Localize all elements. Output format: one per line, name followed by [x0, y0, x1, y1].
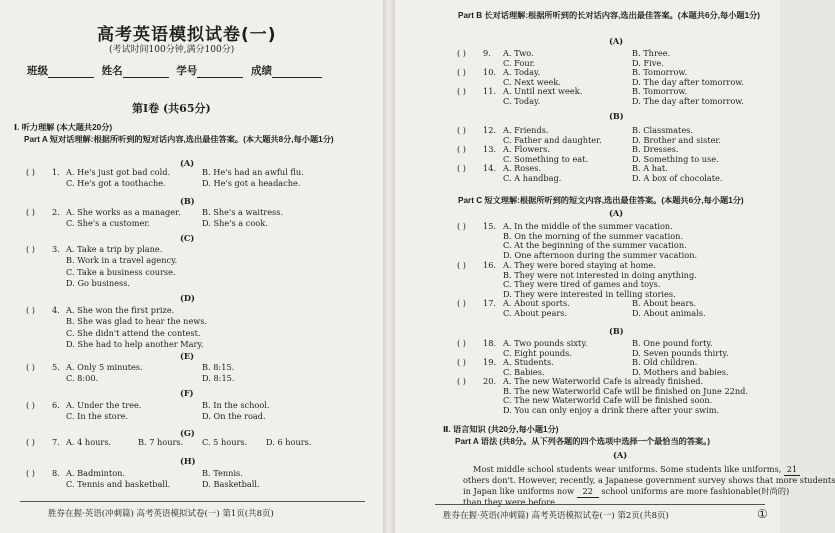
option-d[interactable]: D. He's got a headache.: [202, 178, 301, 189]
option-c[interactable]: C. A handbag.: [503, 172, 562, 183]
section-heading-listening: Ⅰ. 听力理解 (本大题共20分): [14, 123, 113, 132]
question-group-tag: (D): [180, 293, 195, 303]
question-group-tag: (B): [180, 196, 195, 206]
option-d[interactable]: D. Basketball.: [202, 479, 260, 490]
footer-rule: [20, 501, 365, 502]
option-d[interactable]: D. Five.: [632, 57, 664, 68]
option-c[interactable]: C. She's a customer.: [66, 218, 150, 229]
question-group-tag: (G): [180, 428, 195, 438]
option-c[interactable]: C. Today.: [503, 95, 541, 106]
question-number: 6.: [52, 400, 60, 410]
question-number: 19.: [483, 357, 497, 367]
option-b[interactable]: B. About bears.: [632, 298, 697, 308]
answer-bracket[interactable]: ( ): [457, 125, 466, 135]
answer-bracket[interactable]: ( ): [457, 86, 466, 96]
passage-line-1: Most middle school students wear uniforms. Some students like uniforms, 21: [463, 464, 800, 476]
option-b[interactable]: B. She's a waitress.: [202, 207, 284, 217]
answer-bracket[interactable]: ( ): [26, 437, 35, 447]
passage-line-4: than they were before.: [463, 497, 558, 507]
option-d[interactable]: D. On the road.: [202, 411, 266, 422]
option-a[interactable]: A. Friends.: [503, 125, 549, 135]
option-c[interactable]: C. At the beginning of the summer vacation.: [503, 240, 687, 250]
answer-bracket[interactable]: ( ): [26, 207, 35, 217]
footer-rule: [435, 504, 765, 505]
answer-bracket[interactable]: ( ): [457, 338, 466, 348]
grammar-section-tag: (A): [613, 450, 628, 460]
option-c[interactable]: C. Four.: [503, 57, 536, 68]
option-a[interactable]: A. Two.: [503, 48, 534, 58]
option-c[interactable]: C. She didn't attend the contest.: [66, 327, 201, 338]
left-footer: 胜券在握·英语(冲刺篇) 高考英语模拟试卷(一) 第1页(共8页): [48, 509, 274, 519]
question-number: 1.: [52, 167, 60, 177]
option-c[interactable]: C. Father and daughter.: [503, 134, 602, 145]
option-d[interactable]: D. The day after tomorrow.: [632, 76, 744, 87]
option-a[interactable]: A. In the middle of the summer vacation.: [503, 221, 673, 231]
option-a[interactable]: A. Students.: [503, 357, 554, 367]
option-c[interactable]: C. Eight pounds.: [503, 347, 572, 358]
option-a[interactable]: A. He's just got bad cold.: [66, 167, 171, 177]
option-b[interactable]: B. She was glad to hear the news.: [66, 316, 208, 327]
option-d[interactable]: D. One afternoon during the summer vacation.: [503, 249, 698, 260]
option-c[interactable]: C. Something to eat.: [503, 153, 589, 164]
option-a[interactable]: A. She works as a manager.: [66, 207, 181, 217]
question-number: 17.: [483, 298, 497, 308]
answer-bracket[interactable]: ( ): [26, 362, 35, 372]
option-c[interactable]: C. Tennis and basketball.: [66, 479, 171, 490]
right-page: [395, 0, 835, 533]
option-b[interactable]: B. He's had an awful flu.: [202, 167, 304, 177]
question-group-tag: (B): [609, 111, 624, 121]
question-number: 18.: [483, 338, 497, 348]
option-d[interactable]: D. They were interested in telling stories.: [503, 288, 676, 299]
option-d[interactable]: D. She had to help another Mary.: [66, 339, 204, 350]
left-page: [0, 0, 383, 533]
option-d[interactable]: D. Go business.: [66, 278, 131, 289]
option-b[interactable]: B. Old children.: [632, 357, 698, 367]
class-field[interactable]: [48, 67, 94, 78]
question-group-tag: (F): [180, 388, 194, 398]
question-number: 10.: [483, 67, 497, 77]
question-group-tag: (E): [180, 351, 194, 361]
part-b-instructions: Part B 长对话理解:根据所听到的长对话内容,选出最佳答案。(本题共6分,每小题1分): [458, 11, 761, 20]
option-a[interactable]: A. The new Waterworld Cafe is already finished.: [503, 376, 704, 386]
option-a[interactable]: A. Only 5 minutes.: [66, 362, 143, 372]
info-fields: [27, 63, 322, 78]
answer-bracket[interactable]: ( ): [457, 144, 466, 154]
question-number: 12.: [483, 125, 497, 135]
option-b[interactable]: B. On the morning of the summer vacation.: [503, 230, 684, 241]
question-group-tag: (A): [180, 158, 195, 168]
option-c[interactable]: C. Next week.: [503, 76, 561, 87]
option-c[interactable]: C. 5 hours.: [202, 437, 248, 447]
blank-21[interactable]: 21: [784, 464, 800, 476]
option-d[interactable]: D. The day after tomorrow.: [632, 95, 744, 106]
question-group-tag: (B): [609, 326, 624, 336]
option-a[interactable]: A. About sports.: [503, 298, 570, 308]
score-label: 成绩: [250, 65, 272, 77]
score-field[interactable]: [272, 67, 322, 78]
name-field[interactable]: [123, 67, 169, 78]
option-c[interactable]: C. He's got a toothache.: [66, 178, 166, 189]
option-d[interactable]: D. Seven pounds thirty.: [632, 347, 729, 358]
answer-bracket[interactable]: ( ): [457, 48, 466, 58]
option-b[interactable]: B. Tomorrow.: [632, 67, 688, 77]
question-number: 11.: [483, 86, 497, 96]
option-c[interactable]: C. In the store.: [66, 411, 129, 422]
option-a[interactable]: A. 4 hours.: [66, 437, 112, 447]
question-number: 4.: [52, 305, 60, 315]
option-d[interactable]: D. 6 hours.: [266, 437, 312, 447]
option-d[interactable]: D. 8:15.: [202, 373, 235, 384]
option-a[interactable]: A. Flowers.: [503, 144, 550, 154]
option-a[interactable]: A. Roses.: [503, 163, 542, 173]
passage-line-2: others don't. However, recently, a Japanese government survey shows that more students: [463, 475, 835, 485]
answer-bracket[interactable]: ( ): [457, 260, 466, 270]
class-label: 班级: [27, 65, 48, 77]
option-a[interactable]: A. Badminton.: [66, 468, 126, 478]
book-spine: [383, 0, 395, 533]
option-a[interactable]: A. They were bored staying at home.: [503, 260, 656, 270]
question-number: 3.: [52, 244, 60, 254]
answer-bracket[interactable]: ( ): [457, 298, 466, 308]
id-field[interactable]: [197, 67, 243, 78]
option-d[interactable]: D. You can only enjoy a drink there after your swim.: [503, 404, 720, 415]
answer-bracket[interactable]: ( ): [457, 376, 466, 386]
question-number: 7.: [52, 437, 60, 447]
question-number: 8.: [52, 468, 60, 478]
exam-title: 高考英语模拟试卷(一): [97, 25, 277, 45]
option-b[interactable]: B. A hat.: [632, 163, 668, 173]
passage-line-3: in Japan like uniforms now 22 school uniforms are more fashionable(时尚的): [463, 486, 790, 496]
grammar-instructions: Part A 语法 (共8分。从下列各题的四个选项中选择一个最恰当的答案。): [455, 437, 711, 446]
option-b[interactable]: B. In the school.: [202, 400, 270, 410]
option-b[interactable]: B. Dresses.: [632, 144, 679, 154]
question-group-tag: (H): [180, 456, 196, 466]
question-group-tag: (A): [609, 36, 624, 46]
option-b[interactable]: B. Classmates.: [632, 125, 693, 135]
answer-bracket[interactable]: ( ): [26, 400, 35, 410]
question-number: 15.: [483, 221, 497, 231]
option-d[interactable]: D. She's a cook.: [202, 218, 268, 229]
question-group-tag: (A): [609, 208, 624, 218]
corner-page-mark: ①: [757, 507, 768, 521]
answer-bracket[interactable]: ( ): [457, 221, 466, 231]
section-heading-language: Ⅱ. 语言知识 (共20分,每小题1分): [443, 425, 559, 434]
question-number: 20.: [483, 376, 497, 386]
question-number: 2.: [52, 207, 60, 217]
question-number: 16.: [483, 260, 497, 270]
option-d[interactable]: D. Brother and sister.: [632, 134, 722, 145]
option-c[interactable]: C. About pears.: [503, 307, 568, 318]
exam-subtitle: (考试时间100分钟,满分100分): [109, 45, 235, 55]
right-footer: 胜券在握·英语(冲刺篇) 高考英语模拟试卷(一) 第2页(共8页): [443, 511, 669, 521]
answer-bracket[interactable]: ( ): [26, 244, 35, 254]
question-number: 13.: [483, 144, 497, 154]
option-c[interactable]: C. Babies.: [503, 366, 545, 377]
option-a[interactable]: A. She won the first prize.: [66, 305, 175, 315]
option-b[interactable]: B. The new Waterworld Cafe will be finished on June 22nd.: [503, 385, 748, 396]
id-label: 学号: [176, 65, 198, 77]
option-b[interactable]: B. Three.: [632, 48, 671, 58]
option-a[interactable]: A. Two pounds sixty.: [503, 338, 588, 348]
question-group-tag: (C): [180, 233, 195, 243]
option-b[interactable]: B. Tomorrow.: [632, 86, 688, 96]
option-a[interactable]: A. Today.: [503, 67, 541, 77]
option-a[interactable]: A. Until next week.: [503, 86, 583, 96]
option-d[interactable]: D. Something to use.: [632, 153, 719, 164]
option-d[interactable]: D. A box of chocolate.: [632, 172, 723, 183]
option-a[interactable]: A. Under the tree.: [66, 400, 142, 410]
option-d[interactable]: D. Mothers and babies.: [632, 366, 729, 377]
question-number: 9.: [483, 48, 491, 58]
option-d[interactable]: D. About animals.: [632, 307, 706, 318]
option-c[interactable]: C. The new Waterworld Cafe will be finished soon.: [503, 395, 713, 405]
name-label: 姓名: [101, 65, 123, 77]
part-a-instructions: Part A 短对话理解:根据所听到的短对话内容,选出最佳答案。(本大题共8分,每小题1分): [24, 135, 334, 144]
option-b[interactable]: B. Work in a travel agency.: [66, 255, 178, 266]
option-c[interactable]: C. They were tired of games and toys.: [503, 279, 661, 289]
option-c[interactable]: C. 8:00.: [66, 373, 99, 384]
answer-bracket[interactable]: ( ): [457, 163, 466, 173]
part-c-instructions: Part C 短文理解:根据所听到的短文内容,选出最佳答案。(本题共6分,每小题1分): [458, 196, 744, 205]
answer-bracket[interactable]: ( ): [457, 67, 466, 77]
option-b[interactable]: B. Tennis.: [202, 468, 243, 478]
option-c[interactable]: C. Take a business course.: [66, 266, 176, 277]
answer-bracket[interactable]: ( ): [457, 357, 466, 367]
answer-bracket[interactable]: ( ): [26, 167, 35, 177]
answer-bracket[interactable]: ( ): [26, 305, 35, 315]
question-number: 5.: [52, 362, 60, 372]
blank-22[interactable]: 22: [577, 486, 599, 498]
volume-heading: 第Ⅰ卷 (共65分): [132, 102, 211, 115]
answer-bracket[interactable]: ( ): [26, 468, 35, 478]
option-b[interactable]: B. 8:15.: [202, 362, 235, 372]
option-b[interactable]: B. They were not interested in doing anything.: [503, 269, 697, 280]
option-a[interactable]: A. Take a trip by plane.: [66, 244, 163, 254]
question-number: 14.: [483, 163, 497, 173]
option-b[interactable]: B. 7 hours.: [138, 437, 184, 447]
option-b[interactable]: B. One pound forty.: [632, 338, 713, 348]
